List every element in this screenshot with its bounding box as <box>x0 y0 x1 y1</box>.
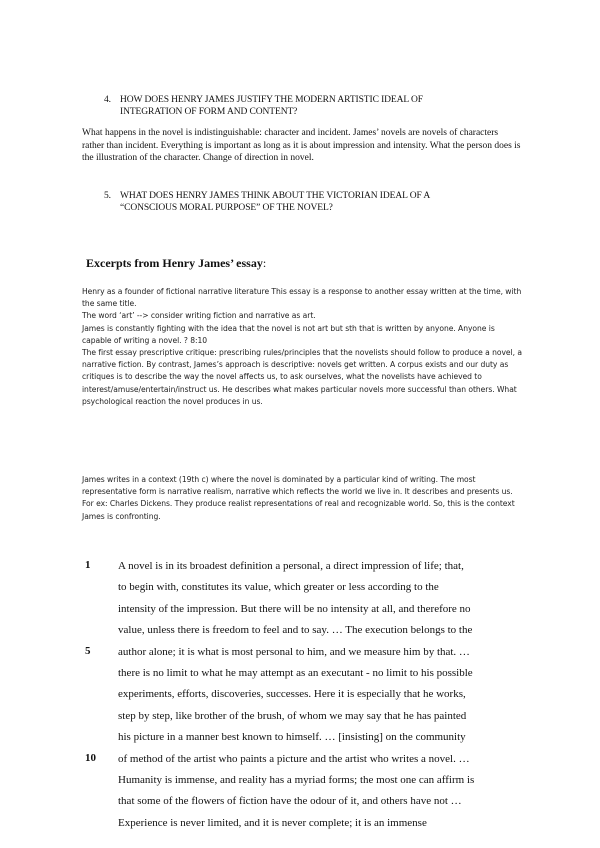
excerpt-line: of method of the artist who paints a picture and the artist who writes a novel. … <box>118 752 470 765</box>
excerpts-heading <box>86 256 266 271</box>
excerpt-line: there is no limit to what he may attempt as an executant - no limit to his possible <box>118 667 473 680</box>
excerpt-line: his picture in a manner best known to himself. … [insisting] on the community <box>118 731 466 744</box>
excerpts-heading-colon: : <box>262 256 267 270</box>
excerpt-text <box>118 556 518 834</box>
question-4-number: 4. <box>104 95 111 105</box>
question-4-line-2: INTEGRATION OF FORM AND CONTENT? <box>120 107 298 117</box>
question-5-number: 5. <box>104 191 111 201</box>
excerpt-line: intensity of the impression. But there will be no intensity at all, and therefore no <box>118 602 471 615</box>
excerpt-line: A novel is in its broadest definition a personal, a direct impression of life; that, <box>118 560 464 572</box>
line-number-5: 5 <box>85 645 91 657</box>
question-5-line-1: WHAT DOES HENRY JAMES THINK ABOUT THE VICTORIAN IDEAL OF A <box>120 191 431 201</box>
notes-paragraph: The first essay prescriptive critique: prescribing rules/principles that the novelists should follow to produce a novel, a narrative fiction. By contrast, James’s approach is descriptive: novels get written. A corpus exists and our duty as critiques is to describe the way the novel affects us, to ask ourselves, what the novelists have achieved to interest/amuse/entertain/instruct us. He describes what makes particular novels more successful than others. What psychological reaction the novel produces in us. <box>82 348 522 406</box>
notes-block-2 <box>82 474 522 523</box>
excerpt-line: that some of the flowers of fiction have the odour of it, and others have not … <box>118 795 462 808</box>
excerpt-line: Experience is never limited, and it is never complete; it is an immense <box>118 816 427 829</box>
excerpt-line: experiments, efforts, discoveries, successes. Here it is especially that he works, <box>118 688 466 701</box>
notes-paragraph: Henry as a founder of fictional narrative literature This essay is a response to another essay written at the time, with the same title. <box>82 287 522 309</box>
question-5-line-2: “CONSCIOUS MORAL PURPOSE” OF THE NOVEL? <box>120 203 333 213</box>
question-4-line-1: HOW DOES HENRY JAMES JUSTIFY THE MODERN ARTISTIC IDEAL OF <box>120 95 423 105</box>
excerpt-line: Humanity is immense, and reality has a myriad forms; the most one can affirm is <box>118 774 475 787</box>
notes-block-1 <box>82 286 522 408</box>
excerpt-line: value, unless there is freedom to feel and to say. … The execution belongs to the <box>118 624 473 637</box>
excerpt-line: author alone; it is what is most personal to him, and we measure him by that. … <box>118 645 470 658</box>
line-number-1: 1 <box>85 559 91 571</box>
notes-paragraph: The word ‘art’ --> consider writing fiction and narrative as art. <box>82 311 316 321</box>
excerpt-line: step by step, like brother of the brush, of whom we may say that he has painted <box>118 709 467 722</box>
excerpts-heading-text: Excerpts from Henry James’ essay <box>86 256 263 270</box>
excerpt-line: to begin with, constitutes its value, which greater or less according to the <box>118 581 439 594</box>
line-number-10: 10 <box>85 752 96 764</box>
answer-4: What happens in the novel is indistinguishable: character and incident. James’ novels are novels of characters rather than incident. Everything is important as long as it is about impression and intensity. What the person does is the illustration of the character. Change of direction in novel. <box>82 128 521 163</box>
notes-paragraph: James is constantly fighting with the idea that the novel is not art but sth that is written by anyone. Anyone is capable of writing a novel. ? 8:10 <box>82 323 495 345</box>
notes-context-paragraph: James writes in a context (19th c) where the novel is dominated by a particular kind of writing. The most representative form is narrative realism, narrative which reflects the world we live in. It describes and presents us. For ex: Charles Dickens. They produce realist representations of real and recognizable world. So, this is the context James is confronting. <box>82 475 515 521</box>
